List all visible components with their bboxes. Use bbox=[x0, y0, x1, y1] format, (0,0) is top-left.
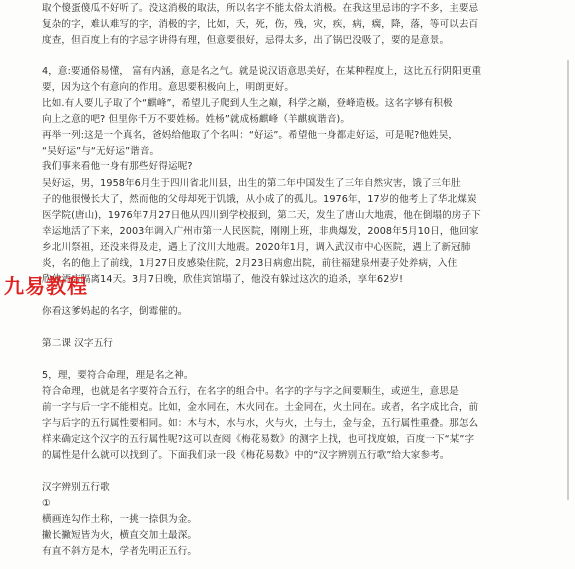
text-line: 吴好运，男，1958年6月生于四川省北川县，出生的第二年中国发生了三年自然灾害，饿了三年肚 bbox=[42, 178, 461, 189]
text-line: 向上之意的吧? 但里你千万不要姓杨。姓杨”就成杨麒峰（羊麒疯谐音)。 bbox=[42, 114, 351, 125]
text-line: 有直不斜方是木，学者先明正五行。 bbox=[42, 546, 198, 557]
text-line: 乡北川祭祖，还没来得及走，遇上了汶川大地震。2020年1月，调入武汉市中心医院，遇上了新冠肺 bbox=[42, 242, 471, 253]
text-line: 的属性是什么就可以找到了。下面我们录一段《梅花易数》中的“汉字辨别五行歌”给大家参考。 bbox=[42, 450, 450, 461]
text-line: 我们事来看他一身有那些好得运呢? bbox=[42, 161, 193, 172]
text-line: 你看这爹妈起的名字，倒霉催的。 bbox=[42, 306, 188, 317]
text-line: 第二课 汉字五行 bbox=[42, 338, 114, 349]
text-line: 5，理，要符合命理，理是名之神。 bbox=[42, 370, 194, 381]
watermark-logo: 九易教程 bbox=[4, 274, 88, 298]
text-line: 复杂的字，难认难写的字，消极的字，比如，夭，死，伤，残，灾，疾，病，瘸，降，落，等可以去百 bbox=[42, 19, 479, 30]
text-line: ① bbox=[42, 498, 51, 509]
text-line: 度查，但百度上有的字忌字讲得有理，但意要很好，忌得太多，出了锅巴没吸了，要的是意景。 bbox=[42, 35, 450, 46]
text-line: 样来确定这个汉字的五行属性呢?这可以查阅《梅花易数》的测字上找，也可找度娘，百度一下“某”字 bbox=[42, 434, 475, 445]
text-line: 幸运地活了下来，2003年调入广州市第一人民医院，刚刚上班，非典爆发，2008年5月10日，他回家 bbox=[42, 226, 479, 237]
text-line: 子的他很慢长大了，然而他的父母却死于饥饿，从小成了的孤儿。1976年，17岁的他考上了华北煤炭 bbox=[42, 194, 477, 205]
text-line: 要，因为这个有意向的作用。意思要积极向上，明朗更好。 bbox=[42, 82, 295, 93]
text-line: 汉字辨别五行歌 bbox=[42, 482, 110, 493]
text-line: 再举一列:这是一个真名，爸妈给他取了个名叫：“好运”。希望他一身都走好运，可是呢?他姓吴， bbox=[42, 130, 459, 141]
text-line: 取个傻蛋傻瓜不好听了。没这消极的取法，所以名字不能太俗太消极。在我这里忌讳的字不多，主要忌 bbox=[42, 3, 479, 14]
text-line: 撇长撇短皆为火，横直交加土最深。 bbox=[42, 530, 198, 541]
text-line: 前一字与后一字不能相克。比如，金水同在，木火同在。土金同在，火土同在。或者，名字成比合，前 bbox=[42, 402, 479, 413]
text-line: “吴好运”与“无好运”谐音。 bbox=[42, 146, 160, 157]
text-line: 欣佳酒店隔离14天。3月7日晚，欣佳宾馆塌了，他没有躲过这次的追杀，享年62岁! bbox=[42, 274, 404, 285]
text-line: 4，意:要通俗易懂， 富有内涵，意是名之气。就是说汉语意思美好，在某种程度上，这比五行阴阳更重 bbox=[42, 66, 482, 77]
text-line: 医学院(唐山)，1976年7月27日他从四川到学校报到，第二天，发生了唐山大地震，他在倒塌的房子下 bbox=[42, 210, 481, 221]
text-line: 炎，名的他上了前线，1月27日皮感染住院，2月23日病愈出院，前往福建泉州妻子处养病，入住 bbox=[42, 258, 458, 269]
text-line: 字与后字的五行属性要相同。如：木与木，水与水，火与火，土与土，金与金，五行属性重叠。那怎么 bbox=[42, 418, 479, 429]
scrollbar-track[interactable] bbox=[567, 60, 569, 500]
text-line: 比如.有人要儿子取了个“麒峰”，希望儿子爬到人生之巅，科学之巅，登峰造极。这名字够有积极 bbox=[42, 98, 453, 109]
text-line: 符合命理，也就是名字要符合五行，在名字的组合中。名字的字与字之间要顺生，或逆生，意思是 bbox=[42, 386, 459, 397]
text-line: 横画连勾作土称，一挑一捺俱为金。 bbox=[42, 514, 198, 525]
